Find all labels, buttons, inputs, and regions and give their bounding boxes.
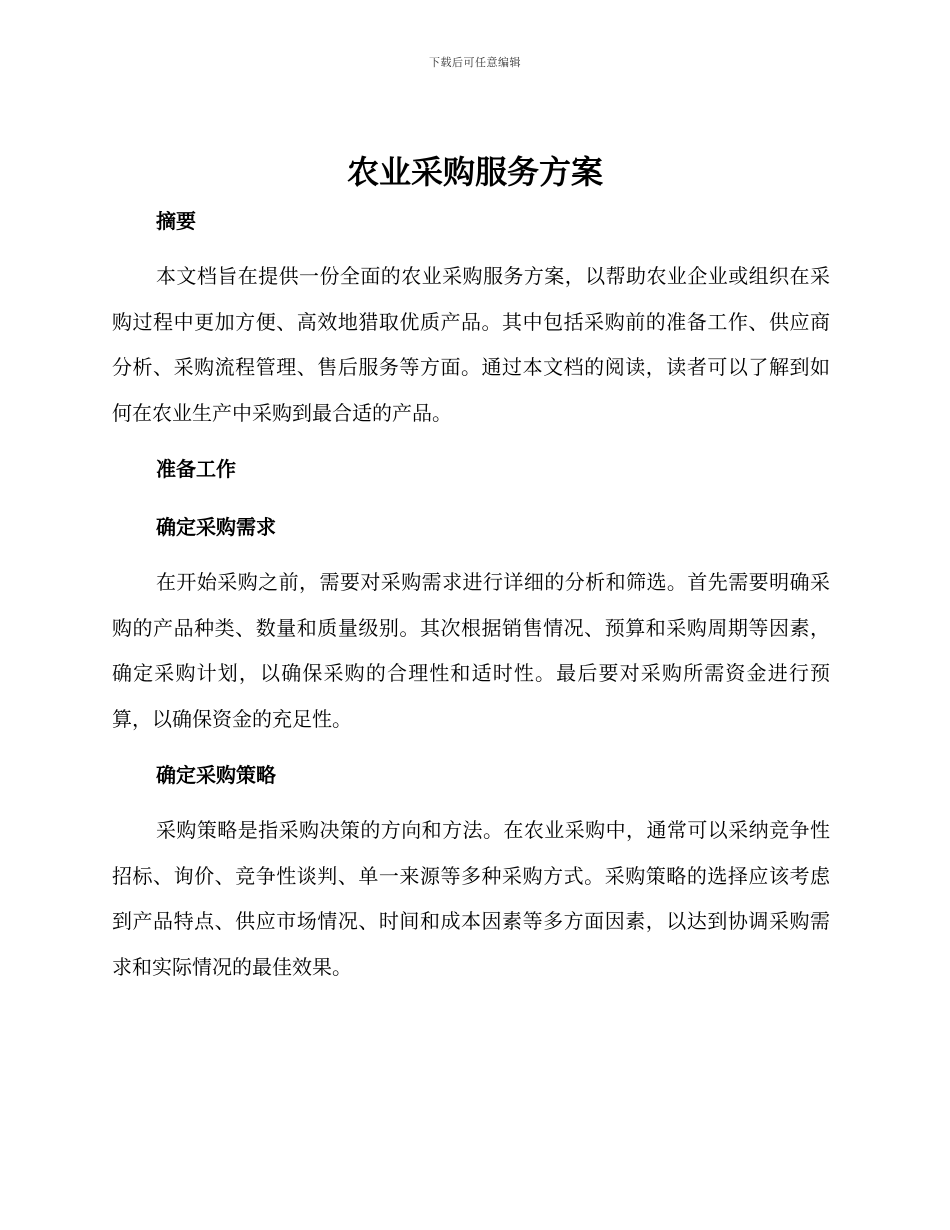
subsection-heading-demand: 确定采购需求 [156, 515, 276, 539]
paragraph-demand: 在开始采购之前，需要对采购需求进行详细的分析和筛选。首先需要明确采购的产品种类、数量和质量级别。其次根据销售情况、预算和采购周期等因素，确定采购计划，以确保采购的合理性和适时性。最后要对采购所需资金进行预算，以确保资金的充足性。 [112, 570, 830, 731]
paragraph-abstract: 本文档旨在提供一份全面的农业采购服务方案，以帮助农业企业或组织在采购过程中更加方便、高效地猎取优质产品。其中包括采购前的准备工作、供应商分析、采购流程管理、售后服务等方面。通过本文档的阅读，读者可以了解到如何在农业生产中采购到最合适的产品。 [112, 264, 830, 425]
page-header-note: 下载后可任意编辑 [429, 56, 521, 69]
document-title: 农业采购服务方案 [346, 153, 603, 191]
paragraph-strategy: 采购策略是指采购决策的方向和方法。在农业采购中，通常可以采纳竞争性招标、询价、竞争性谈判、单一来源等多种采购方式。采购策略的选择应该考虑到产品特点、供应市场情况、时间和成本因素等多方面因素，以达到协调采购需求和实际情况的最佳效果。 [112, 818, 830, 979]
subsection-heading-strategy: 确定采购策略 [156, 763, 276, 787]
section-heading-preparation: 准备工作 [156, 457, 236, 481]
section-heading-abstract: 摘要 [156, 209, 196, 233]
document-body [112, 196, 830, 990]
